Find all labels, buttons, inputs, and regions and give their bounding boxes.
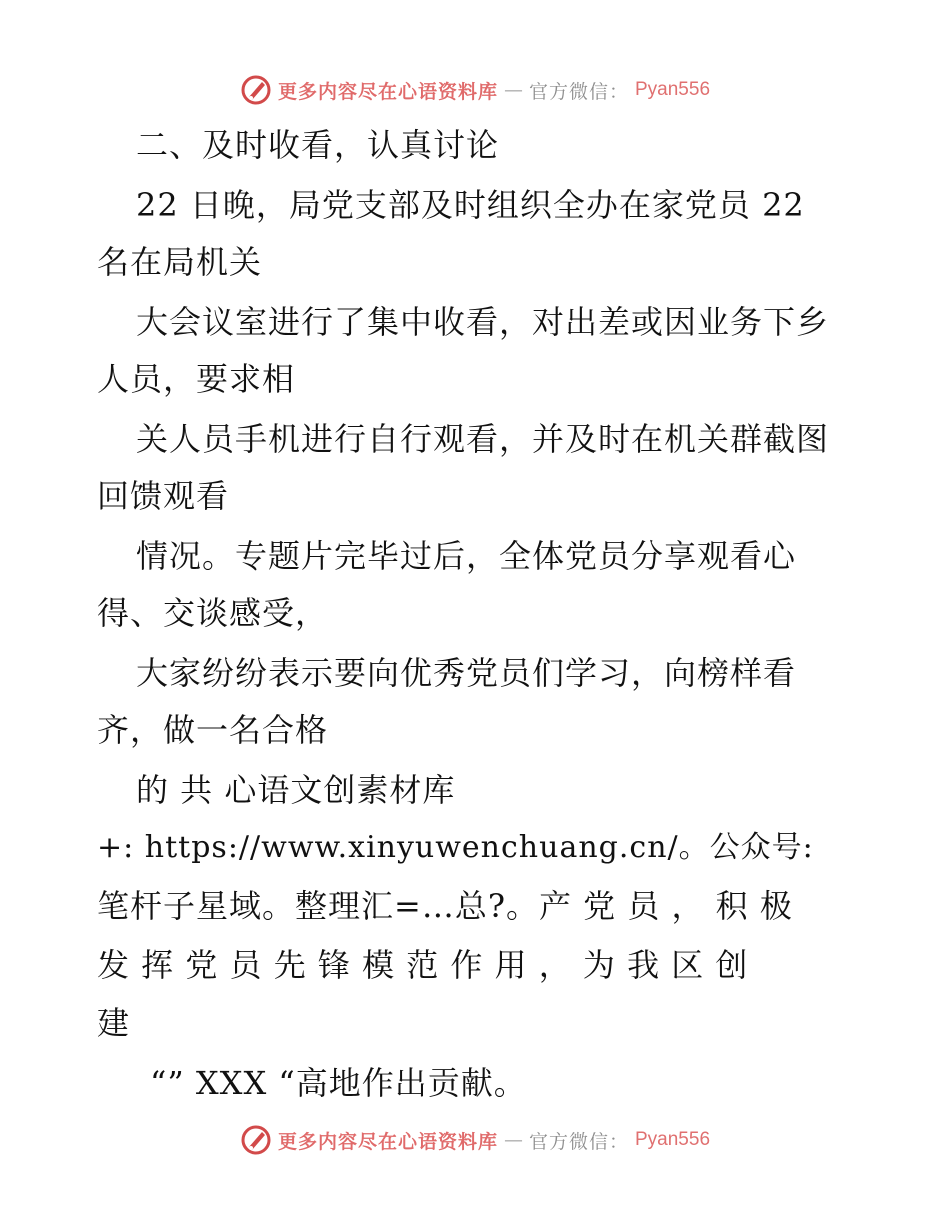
footer-banner-inner <box>240 1124 710 1156</box>
pen-logo-icon <box>240 1124 272 1156</box>
header-dash: — <box>503 79 523 101</box>
url-line: +: https://www.xinyuwenchuang.cn/。公众号: <box>97 830 814 865</box>
paragraph-line: 回馈观看 <box>97 477 230 515</box>
paragraph-line: 建 <box>97 1004 131 1042</box>
footer-brand-text: 更多内容尽在心语资料库 <box>277 1130 498 1153</box>
header-banner <box>0 70 950 110</box>
footer-dash: — <box>503 1129 523 1151</box>
footer-wechat-label: 官方微信： <box>528 1130 629 1153</box>
paragraph-line: 22 日晚，局党支部及时组织全办在家党员 22 <box>136 186 805 224</box>
paragraph-line: 齐，做一名合格 <box>97 711 329 749</box>
paragraph-line: 情况。专题片完毕过后，全体党员分享观看心 <box>136 537 797 575</box>
paragraph-line: 大家纷纷表示要向优秀党员们学习，向榜样看 <box>136 654 797 692</box>
header-wechat-label: 官方微信： <box>528 80 629 103</box>
paragraph-line: “” XXX “高地作出贡献。 <box>150 1064 527 1102</box>
paragraph-line: 发 挥 党 员 先 锋 模 范 作 用 ， 为 我 区 创 <box>97 946 749 984</box>
paragraph-line: 笔杆子星域。整理汇=…总?。产 党 员 ， 积 极 <box>97 887 793 925</box>
footer-banner <box>0 1120 950 1160</box>
header-banner-inner <box>240 74 710 106</box>
header-wechat-id: Pyan556 <box>635 79 711 100</box>
paragraph-line: 得、交谈感受， <box>97 594 329 632</box>
paragraph-line: 人员，要求相 <box>97 360 296 398</box>
section-heading: 二、及时收看，认真讨论 <box>136 126 500 164</box>
footer-wechat-id: Pyan556 <box>635 1129 711 1150</box>
paragraph-line: 名在局机关 <box>97 243 263 281</box>
header-brand-text: 更多内容尽在心语资料库 <box>277 80 498 103</box>
pen-logo-icon <box>240 74 272 106</box>
paragraph-line: 的 共 心语文创素材库 <box>136 771 456 809</box>
paragraph-line: 大会议室进行了集中收看，对出差或因业务下乡 <box>136 303 830 341</box>
paragraph-line: 关人员手机进行自行观看，并及时在机关群截图 <box>136 420 830 458</box>
